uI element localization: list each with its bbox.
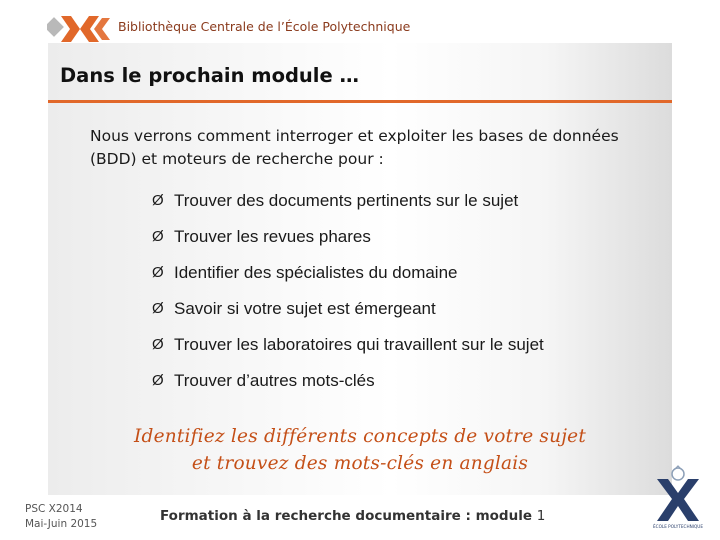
list-item: [152, 225, 544, 261]
bullet-text: Trouver d’autres mots-clés: [174, 371, 375, 390]
bullet-text: Savoir si votre sujet est émergeant: [174, 299, 436, 318]
list-item: [152, 369, 544, 405]
bullet-text: Identifier des spécialistes du domaine: [174, 263, 458, 282]
ecole-x-chevrons-logo: [47, 14, 113, 44]
arrow-bullet-icon: Ø: [152, 228, 164, 245]
arrow-bullet-icon: Ø: [152, 372, 164, 389]
handwritten-note: [110, 423, 610, 477]
list-item: [152, 189, 544, 225]
arrow-bullet-icon: Ø: [152, 336, 164, 353]
library-title: Bibliothèque Centrale de l’École Polytechnique: [118, 19, 411, 34]
arrow-bullet-icon: Ø: [152, 300, 164, 317]
course-code: PSC X2014: [25, 503, 83, 515]
intro-text: Nous verrons comment interroger et exploiter les bases de données (BDD) et moteurs de recherche pour :: [90, 127, 619, 168]
arrow-bullet-icon: Ø: [152, 264, 164, 281]
bullet-text: Trouver les revues phares: [174, 227, 371, 246]
footer-title: [160, 508, 545, 524]
handwritten-line-1: Identifiez les différents concepts de votre sujet: [134, 426, 586, 447]
bullet-text: Trouver des documents pertinents sur le sujet: [174, 191, 519, 210]
list-item: [152, 261, 544, 297]
handwritten-line-2: et trouvez des mots-clés en anglais: [191, 453, 529, 474]
bullet-text: Trouver les laboratoires qui travaillent sur le sujet: [174, 335, 544, 354]
arrow-bullet-icon: Ø: [152, 192, 164, 209]
bullet-list: [152, 189, 544, 405]
slide-title: Dans le prochain module …: [60, 64, 360, 87]
list-item: [152, 333, 544, 369]
footer-meta: [25, 502, 97, 532]
list-item: [152, 297, 544, 333]
ecole-polytechnique-x-logo: [653, 465, 703, 533]
school-logo-text: ÉCOLE POLYTECHNIQUE: [653, 524, 703, 529]
page-number: 1: [536, 508, 546, 524]
course-period: Mai-Juin 2015: [25, 518, 98, 530]
footer-title-text: Formation à la recherche documentaire : module: [160, 508, 532, 524]
title-rule: [48, 100, 672, 103]
